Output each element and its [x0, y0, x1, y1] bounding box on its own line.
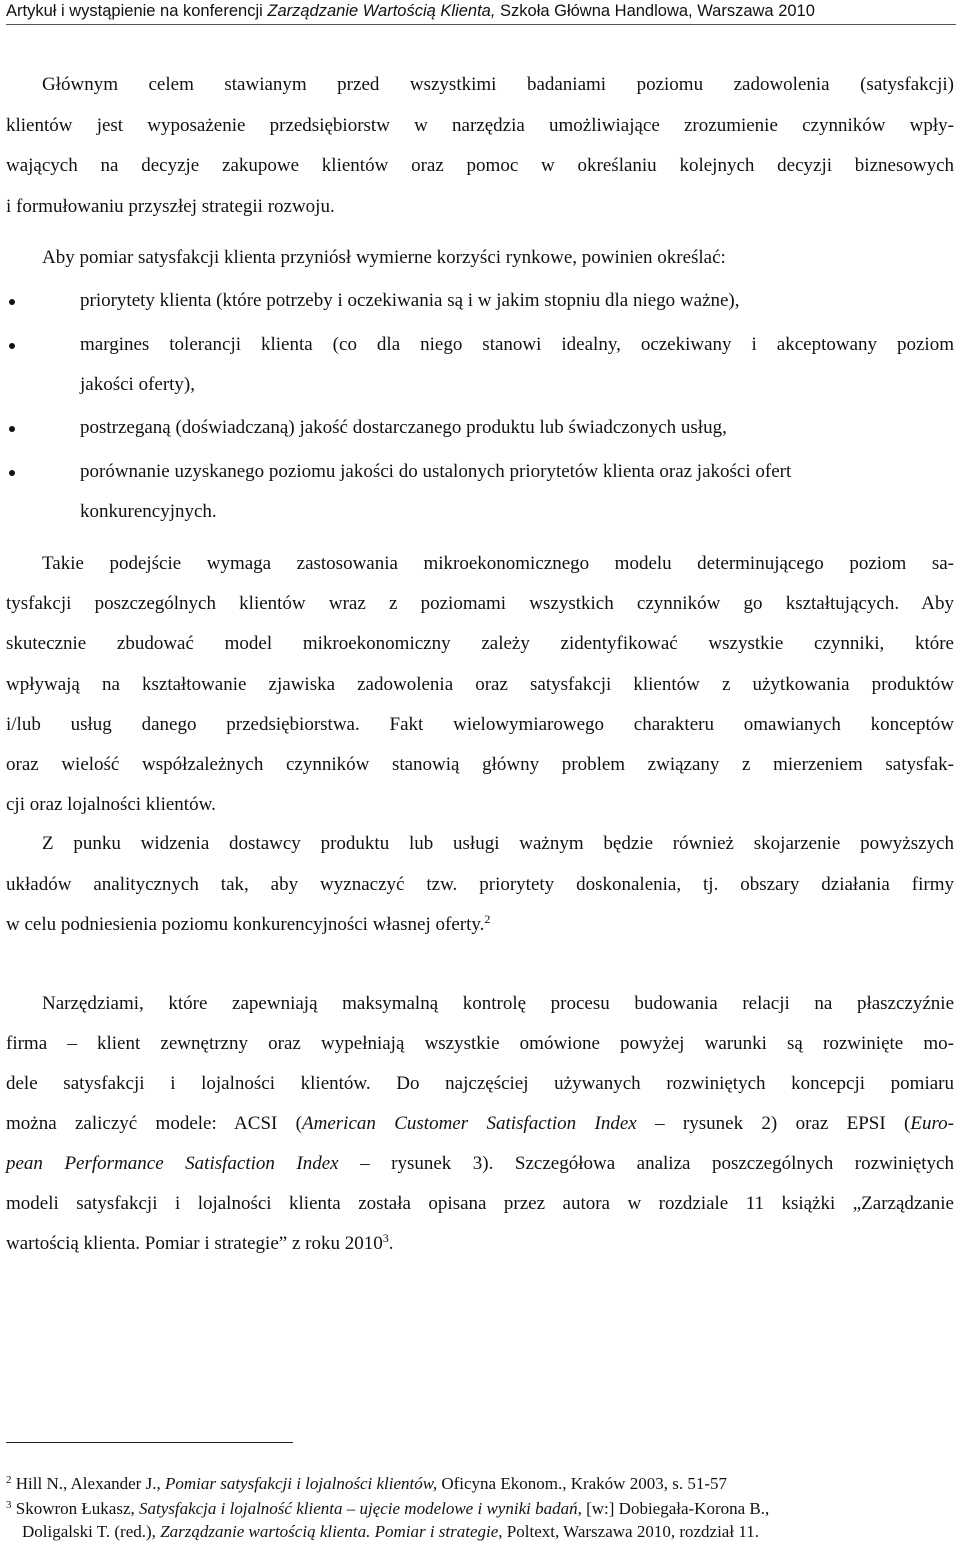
text: .	[388, 1233, 394, 1254]
text: Doligalski T. (red.),	[22, 1522, 161, 1541]
paragraph-5-line-7	[6, 1232, 954, 1256]
paragraph-3-line-3: skutecznie zbudować model mikroekonomiczny zależy zidentyfikować wszystkie czynniki, które	[6, 633, 954, 654]
bullet-item-4-line-1	[80, 460, 954, 484]
paragraph-3-line-2: tysfakcji poszczególnych klientów wraz z poziomami wszystkich czynników go kształtujących. Aby	[6, 593, 954, 614]
paragraph-1-line-4: i formułowaniu przyszłej strategii rozwoju.	[6, 196, 335, 217]
bullet-item-2-line-2: jakości oferty),	[80, 374, 196, 395]
paragraph-4-text: w celu podniesienia poziomu konkurencyjności własnej oferty.	[6, 914, 485, 935]
paragraph-5-line-6: modeli satysfakcji i lojalności klienta została opisana przez autora w rozdziale 11 książki „Zarządzanie	[6, 1193, 954, 1214]
bullet-text: postrzeganą (doświadczaną) jakość dostarczanego produktu lub świadczonych usług,	[80, 417, 727, 438]
footnote-3-continued	[22, 1521, 954, 1543]
footnote-3	[6, 1498, 954, 1520]
paragraph-5-line-1: Narzędziami, które zapewniają maksymalną kontrolę procesu budowania relacji na płaszczyźnie	[42, 993, 954, 1014]
paragraph-3-line-5: i/lub usług danego przedsiębiorstwa. Fakt wielowymiarowego charakteru omawianych konceptów	[6, 714, 954, 735]
text: można zaliczyć modele: ACSI (	[6, 1113, 303, 1134]
paragraph-3-line-6: oraz wielość współzależnych czynników stanowią główny problem związany z mierzeniem satysfak-	[6, 754, 954, 775]
footnote-2	[6, 1473, 954, 1495]
bullet-text: margines tolerancji klienta (co dla niego stanowi idealny, oczekiwany i akceptowany poziom	[80, 334, 954, 355]
paragraph-2-intro: Aby pomiar satysfakcji klienta przyniósł wymierne korzyści rynkowe, powinien określać:	[42, 247, 726, 268]
paragraph-5-line-5	[6, 1152, 954, 1176]
paragraph-3-line-7: cji oraz lojalności klientów.	[6, 794, 216, 815]
text: Skowron Łukasz,	[11, 1499, 139, 1518]
paragraph-1-line-2: klientów jest wyposażenie przedsiębiorstw w narzędzia umożliwiające zrozumienie czynników wpły-	[6, 115, 954, 136]
footnote-title: Satysfakcja i lojalność klienta – ujęcie modelowe i wyniki badań	[138, 1499, 578, 1518]
paragraph-4-line-1: Z punku widzenia dostawcy produktu lub usługi ważnym będzie również skojarzenie powyższych	[42, 833, 954, 854]
footnote-ref-2[interactable]: 2	[484, 912, 491, 926]
header-prefix: Artykuł i wystąpienie na konferencji	[6, 2, 268, 20]
bullet-dot	[9, 299, 15, 305]
header-suffix: Szkoła Główna Handlowa, Warszawa 2010	[495, 2, 815, 20]
bullet-dot	[9, 343, 15, 349]
running-header	[6, 0, 956, 25]
footnote-number: 3	[6, 1499, 12, 1511]
text: – rysunek 3). Szczegółowa analiza poszczególnych rozwiniętych	[338, 1153, 954, 1174]
header-conference: Zarządzanie Wartością Klienta,	[267, 2, 496, 20]
footnote-ref-3[interactable]: 3	[382, 1231, 389, 1245]
paragraph-5-line-4	[6, 1112, 954, 1136]
text: , [w:] Dobiegała-Korona B.,	[577, 1499, 770, 1518]
bullet-dot	[9, 426, 15, 432]
epsi-expansion-start: Euro-	[910, 1113, 954, 1134]
footnote-title: Pomiar satysfakcji i lojalności klientów,	[164, 1474, 438, 1493]
text: Oficyna Ekonom., Kraków 2003, s. 51-57	[437, 1474, 727, 1493]
text: wartością klienta. Pomiar i strategie” z roku 2010	[6, 1233, 383, 1254]
text: Hill N., Alexander J.,	[11, 1474, 165, 1493]
footnote-number: 2	[6, 1474, 12, 1486]
header-rule	[6, 24, 956, 25]
bullet-dot	[9, 470, 15, 476]
bullet-text: priorytety klienta (które potrzeby i oczekiwania są i w jakim stopniu dla niego ważne),	[80, 290, 740, 311]
paragraph-4-line-3	[6, 913, 954, 937]
paragraph-5-line-3: dele satysfakcji i lojalności klientów. Do najczęściej używanych rozwiniętych koncepcji pomiaru	[6, 1073, 954, 1094]
bullet-item-1	[80, 289, 954, 313]
paragraph-1-line-3: wających na decyzje zakupowe klientów oraz pomoc w określaniu kolejnych decyzji biznesowych	[6, 155, 954, 176]
paragraph-1-line-1: Głównym celem stawianym przed wszystkimi badaniami poziomu zadowolenia (satysfakcji)	[42, 74, 954, 95]
paragraph-4-line-2: układów analitycznych tak, aby wyznaczyć tzw. priorytety doskonalenia, tj. obszary działania firmy	[6, 874, 954, 895]
text: – rysunek 2) oraz EPSI (	[636, 1113, 911, 1134]
bullet-text: porównanie uzyskanego poziomu jakości do ustalonych priorytetów klienta oraz jakości ofert	[80, 461, 792, 482]
paragraph-3-line-4: wpływają na kształtowanie zjawiska zadowolenia oraz satysfakcji klientów z użytkowania produktów	[6, 674, 954, 695]
footnote-separator	[6, 1442, 293, 1443]
epsi-expansion-end: pean Performance Satisfaction Index	[6, 1153, 339, 1174]
footnote-book-title: Zarządzanie wartością klienta. Pomiar i strategie	[160, 1522, 499, 1541]
acsi-expansion: American Customer Satisfaction Index	[302, 1113, 637, 1134]
bullet-item-4-line-2: konkurencyjnych.	[80, 501, 217, 522]
paragraph-3-line-1: Takie podejście wymaga zastosowania mikroekonomicznego modelu determinującego poziom sa-	[42, 553, 954, 574]
paragraph-5-line-2: firma – klient zewnętrzny oraz wypełniają wszystkie omówione powyżej warunki są rozwinięte mo-	[6, 1033, 954, 1054]
bullet-item-3	[80, 416, 954, 440]
bullet-item-2-line-1	[80, 333, 954, 357]
text: , Poltext, Warszawa 2010, rozdział 11.	[498, 1522, 759, 1541]
